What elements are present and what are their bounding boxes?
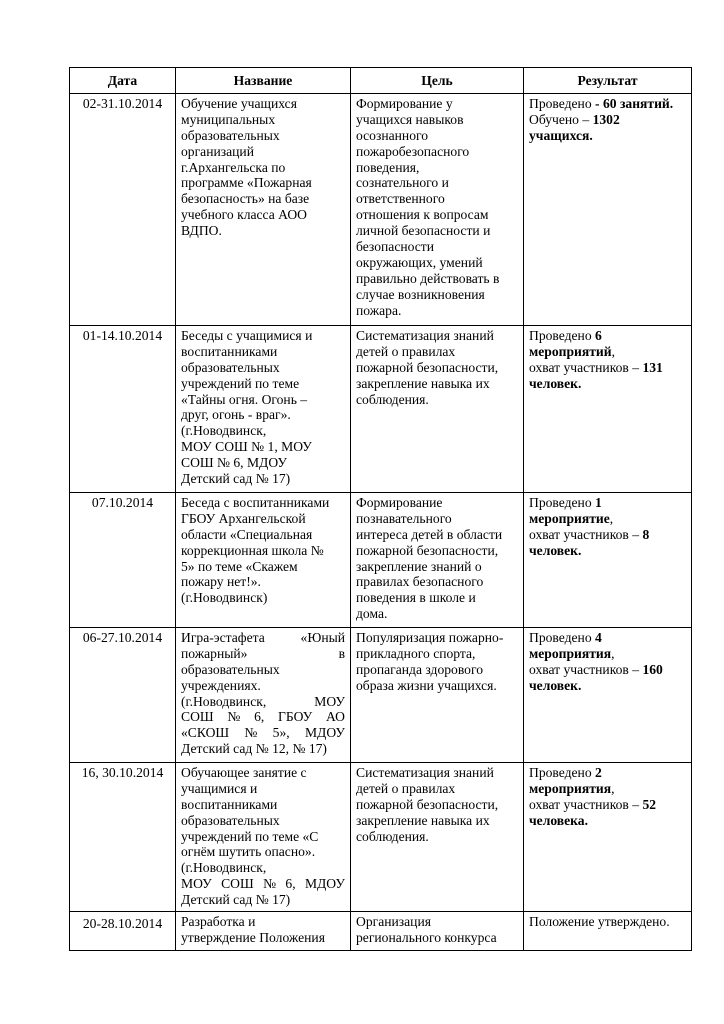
row-name: Игра-эстафета «Юный пожарный» в образовательных учреждениях. (г.Новодвинск, МОУ СОШ № 6, ГБОУ АО «СКОШ № 5», МДОУ Детский сад № 12, № 17): [176, 627, 351, 762]
table-row: [70, 911, 692, 950]
table-row: [70, 627, 692, 762]
row-date: 06-27.10.2014: [70, 627, 176, 762]
row-goal: Формирование познавательного интереса детей в области пожарной безопасности, закрепление знаний о правилах безопасного поведения в школе и дома.: [351, 492, 524, 627]
row-goal: Популяризация пожарно- прикладного спорта, пропаганда здорового образа жизни учащихся.: [351, 627, 524, 762]
row-result: Проведено 2 мероприятия, охват участников – 52 человека.: [524, 762, 692, 911]
row-goal: Формирование у учащихся навыков осознанного пожаробезопасного поведения, сознательного и ответственного отношения к вопросам личной безопасности и безопасности окружающих, умений правильно действовать в случае возникновения пожара.: [351, 93, 524, 325]
row-result: Проведено 6 мероприятий, охват участников – 131 человек.: [524, 325, 692, 492]
row-result: Проведено - 60 занятий. Обучено – 1302 учащихся.: [524, 93, 692, 325]
row-date: 16, 30.10.2014: [70, 762, 176, 911]
header-goal: Цель: [351, 68, 524, 94]
row-name: Обучающее занятие с учащимися и воспитанниками образовательных учреждений по теме «С огнём шутить опасно». (г.Новодвинск, МОУ СОШ № 6, МДОУ Детский сад № 17): [176, 762, 351, 911]
row-name: Беседы с учащимися и воспитанниками образовательных учреждений по теме «Тайны огня. Огонь – друг, огонь - враг». (г.Новодвинск, МОУ СОШ № 1, МОУ СОШ № 6, МДОУ Детский сад № 17): [176, 325, 351, 492]
row-result: Положение утверждено.: [524, 911, 692, 950]
row-date: 02-31.10.2014: [70, 93, 176, 325]
row-date: 07.10.2014: [70, 492, 176, 627]
header-result: Результат: [524, 68, 692, 94]
table-row: [70, 762, 692, 911]
table-row: [70, 492, 692, 627]
row-goal: Систематизация знаний детей о правилах пожарной безопасности, закрепление навыка их соблюдения.: [351, 762, 524, 911]
row-result: Проведено 1 мероприятие, охват участников – 8 человек.: [524, 492, 692, 627]
table-row: [70, 93, 692, 325]
row-name: Разработка и утверждение Положения: [176, 911, 351, 950]
table-header-row: [70, 68, 692, 94]
row-name: Обучение учащихся муниципальных образовательных организаций г.Архангельска по программе «Пожарная безопасность» на базе учебного класса АОО ВДПО.: [176, 93, 351, 325]
row-result: Проведено 4 мероприятия, охват участников – 160 человек.: [524, 627, 692, 762]
table-row: [70, 325, 692, 492]
row-date: 01-14.10.2014: [70, 325, 176, 492]
row-goal: Систематизация знаний детей о правилах пожарной безопасности, закрепление навыка их соблюдения.: [351, 325, 524, 492]
header-date: Дата: [70, 68, 176, 94]
row-name: Беседа с воспитанниками ГБОУ Архангельской области «Специальная коррекционная школа № 5» по теме «Скажем пожару нет!». (г.Новодвинск): [176, 492, 351, 627]
header-name: Название: [176, 68, 351, 94]
row-date: 20-28.10.2014: [70, 911, 176, 950]
activities-table: [69, 67, 692, 951]
row-goal: Организация регионального конкурса: [351, 911, 524, 950]
